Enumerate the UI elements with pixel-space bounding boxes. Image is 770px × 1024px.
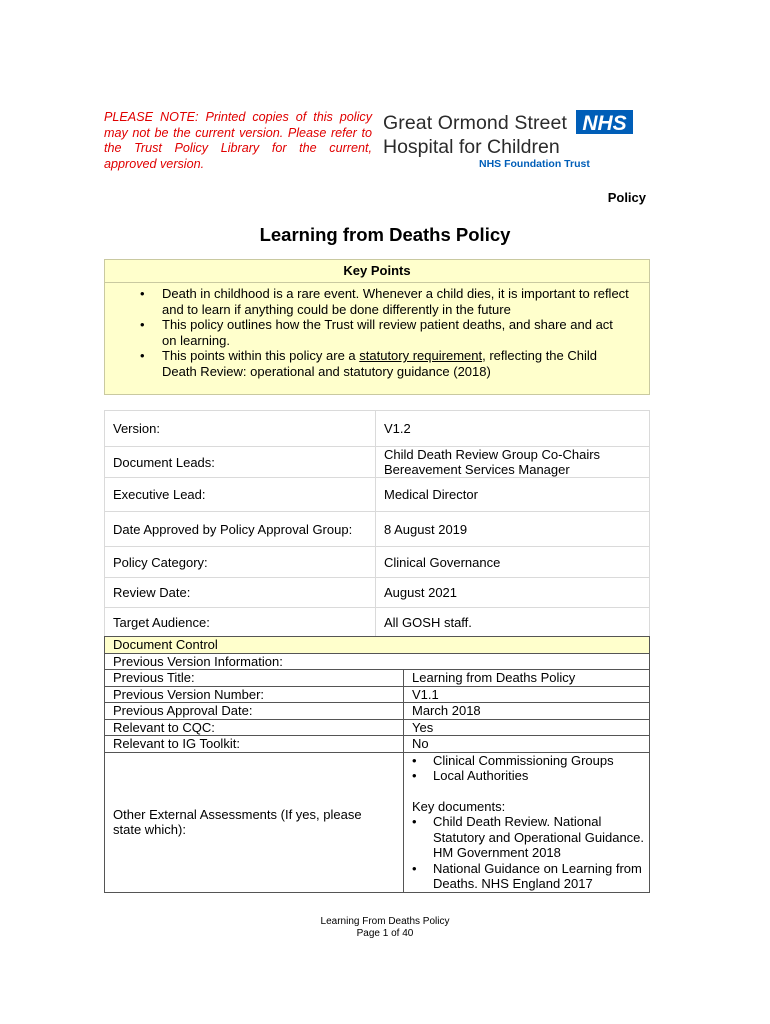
previous-version-heading: Previous Version Information: [105,653,650,670]
bullet-icon: • [412,814,417,829]
row-label: Previous Title: [105,670,404,687]
gosh-logo [383,110,638,174]
row-value: Clinical Governance [376,547,650,578]
row-value: No [404,736,650,753]
list-item: • National Guidance on Learning from Deaths. NHS England 2017 [412,860,642,891]
row-value: Medical Director [376,478,650,512]
page-footer [0,916,770,940]
statutory-requirement-text: statutory requirement [359,348,483,363]
list-item: • Child Death Review. National Statutory and Operational Guidance. HM Government 2018 [412,814,645,860]
row-label: Date Approved by Policy Approval Group: [105,512,376,547]
external-assessments-label: Other External Assessments (If yes, please state which): [105,752,404,892]
row-label: Target Audience: [105,608,376,638]
table-row [105,608,650,638]
list-item: • Local Authorities [412,768,529,783]
list-item: • Clinical Commissioning Groups [412,752,614,768]
document-details-table [104,410,650,638]
key-points-box [104,259,650,395]
table-row [105,411,650,447]
table-row [105,512,650,547]
nhs-logo-icon [576,110,633,134]
document-control-heading-row [105,637,650,654]
row-label: Previous Approval Date: [105,703,404,720]
document-control-table [104,636,650,893]
row-label: Review Date: [105,578,376,608]
table-row [105,686,650,703]
table-row [105,578,650,608]
row-value: V1.1 [404,686,650,703]
row-label: Policy Category: [105,547,376,578]
table-row [105,736,650,753]
key-documents-list [412,814,649,892]
bullet-icon: • [412,860,417,876]
row-label: Version: [105,411,376,447]
key-point-item: • This points within this policy are a statutory requirement, reflecting the Child Death Review: operational and statutory guidance (2018) [140,348,598,379]
document-control-heading: Document Control [105,637,650,654]
table-row [105,653,650,670]
table-row [105,447,650,478]
logo-line-1: Great Ormond Street [383,112,567,134]
bullet-icon: • [140,317,145,332]
bullet-icon: • [140,286,145,301]
key-points-list [105,286,649,379]
row-value: Learning from Deaths Policy [404,670,650,687]
key-point-item: • Death in childhood is a rare event. Whenever a child dies, it is important to reflect and to learn if anything could be done differently in the future [140,286,629,317]
nhs-badge-text: NHS [582,112,627,134]
table-row [105,703,650,720]
row-value: August 2021 [376,578,650,608]
footer-title: Learning From Deaths Policy [320,916,450,927]
row-value: All GOSH staff. [376,608,650,638]
row-label: Relevant to CQC: [105,719,404,736]
table-row [105,478,650,512]
logo-trust-name: NHS Foundation Trust [479,158,590,170]
page-number: Page 1 of 40 [356,928,414,939]
table-row [105,547,650,578]
assessment-bodies-list [412,753,649,784]
row-label: Relevant to IG Toolkit: [105,736,404,753]
external-assessments-value [404,752,650,892]
printed-copies-warning: PLEASE NOTE: Printed copies of this policy may not be the current version. Please refer to the Trust Policy Library for the current, approved version. [104,110,372,171]
table-row [105,752,650,892]
bullet-icon: • [412,752,417,768]
page-title: Learning from Deaths Policy [259,224,511,245]
row-value: Child Death Review Group Co-Chairs Bereavement Services Manager [376,447,650,478]
row-label: Document Leads: [105,447,376,478]
table-row [105,719,650,736]
row-value: V1.2 [376,411,650,447]
bullet-icon: • [140,348,145,363]
document-type-label: Policy [607,190,646,205]
row-value: 8 August 2019 [376,512,650,547]
row-value: March 2018 [404,703,650,720]
bullet-icon: • [412,768,417,783]
logo-line-2: Hospital for Children [383,136,560,158]
key-points-heading: Key Points [105,260,649,283]
key-documents-label: Key documents: [412,798,506,814]
row-label: Previous Version Number: [105,686,404,703]
key-point-item: • This policy outlines how the Trust will review patient deaths, and share and act on learning. [140,317,613,348]
row-value: Yes [404,719,650,736]
table-row [105,670,650,687]
row-label: Executive Lead: [105,478,376,512]
